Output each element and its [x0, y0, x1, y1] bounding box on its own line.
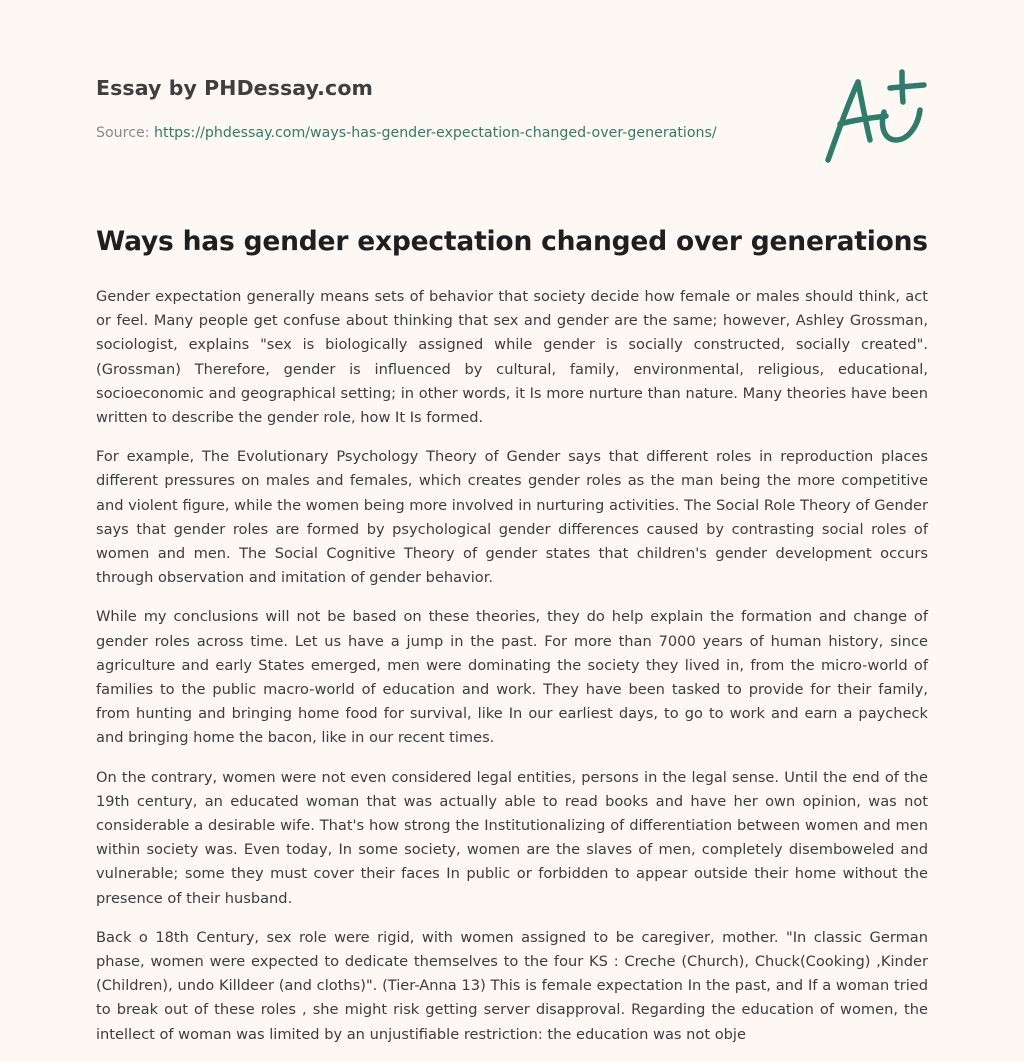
- essay-paragraph: Back o 18th Century, sex role were rigid, with women assigned to be caregiver, mother. "In classic German phase, women were expected to dedicate themselves to the four KS : Creche (Church), Chuck(Cooking) ,Kinder (Children), undo Killdeer (and cloths)". (Tier-Anna 13) This is female expectation In the past, and If a woman tried to break out of these roles , she might risk getting server disapproval. Regarding the education of women, the intellect of woman was limited by an unjustifiable restriction: the education was not obje: [96, 928, 928, 1043]
- a-plus-grade-icon: [822, 68, 930, 166]
- essay-paragraph: For example, The Evolutionary Psychology Theory of Gender says that different roles in reproduction places different pressures on males and females, which creates gender roles as the man being the more competitive and violent figure, while the women being more involved in nurturing activities. The Social Role Theory of Gender says that gender roles are formed by psychological gender differences caused by contrasting social roles of women and men. The Social Cognitive Theory of gender states that children's gender development occurs through observation and imitation of gender behavior.: [96, 448, 928, 587]
- source-line: [96, 125, 717, 141]
- source-link[interactable]: https://phdessay.com/ways-has-gender-expectation-changed-over-generations/: [154, 125, 717, 141]
- site-brand: Essay by PHDessay.com: [96, 76, 373, 100]
- essay-paragraph: On the contrary, women were not even considered legal entities, persons in the legal sense. Until the end of the 19th century, an educated woman that was actually able to read books and have her own opinion, was not considerable a desirable wife. That's how strong the Institutionalizing of differentiation between women and men within society was. Even today, In some society, women are the slaves of men, completely disemboweled and vulnerable; some they must cover their faces In public or forbidden to appear outside their home without the presence of their husband.: [96, 768, 928, 907]
- essay-title: Ways has gender expectation changed over generations: [96, 226, 928, 257]
- essay-body: [96, 285, 928, 1062]
- essay-paragraph: Gender expectation generally means sets of behavior that society decide how female or males should think, act or feel. Many people get confuse about thinking that sex and gender are the same; however, Ashley Grossman, sociologist, explains "sex is biologically assigned while gender is socially constructed, socially created". (Grossman) Therefore, gender is influenced by cultural, family, environmental, religious, educational, socioeconomic and geographical setting; in other words, it Is more nurture than nature. Many theories have been written to describe the gender role, how It Is formed.: [96, 288, 928, 427]
- essay-paragraph: While my conclusions will not be based on these theories, they do help explain the formation and change of gender roles across time. Let us have a jump in the past. For more than 7000 years of human history, since agriculture and early States emerged, men were dominating the society they lived in, from the micro-world of families to the public macro-world of education and work. They have been tasked to provide for their family, from hunting and bringing home food for survival, like In our earliest days, to go to work and earn a paycheck and bringing home the bacon, like in our recent times.: [96, 608, 928, 747]
- source-label: Source:: [96, 125, 155, 141]
